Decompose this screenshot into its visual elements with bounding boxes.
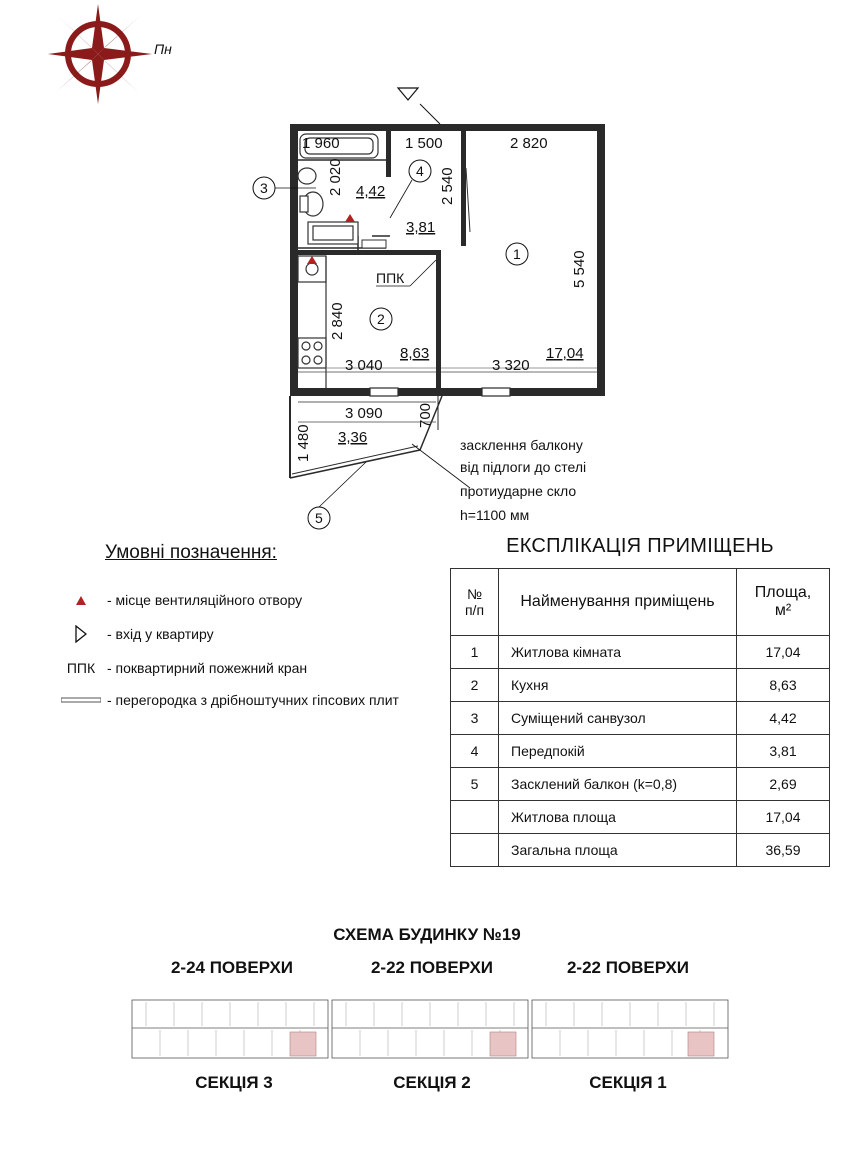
svg-text:2 840: 2 840 (329, 302, 346, 340)
kitchen-fixtures (298, 256, 326, 388)
svg-text:3 090: 3 090 (345, 405, 383, 422)
fire-tap-symbol: ППК (66, 660, 96, 676)
svg-text:протиударне скло: протиударне скло (460, 483, 577, 499)
svg-text:1 960: 1 960 (302, 135, 340, 152)
header-area: Площа, м² (737, 569, 830, 636)
area-room-5: 3,36 (338, 429, 368, 446)
legend-item-entrance: - вхід у квартиру (55, 625, 214, 643)
section-1-floors: 2-22 ПОВЕРХИ (566, 958, 690, 977)
section-2-floors: 2-22 ПОВЕРХИ (370, 958, 494, 977)
legend-item-fire-tap: ППК - поквартирний пожежний кран (55, 660, 307, 676)
explication-title: ЕКСПЛІКАЦІЯ ПРИМІЩЕНЬ (506, 535, 774, 557)
svg-text:3: 3 (260, 180, 268, 196)
fire-tap (362, 240, 436, 286)
legend-title: Умовні позначення: (105, 542, 277, 563)
schema-title: СХЕМА БУДИНКУ №19 (333, 925, 521, 944)
dimensions (295, 135, 597, 462)
table-row: 2 Кухня 8,63 (451, 669, 830, 702)
svg-text:5: 5 (315, 510, 323, 526)
section-1-label: СЕКЦІЯ 1 (589, 1073, 667, 1092)
svg-text:2 020: 2 020 (327, 158, 344, 196)
floor-plan (0, 0, 854, 560)
area-room-3: 4,42 (356, 183, 386, 200)
header-num: № п/п (451, 569, 499, 636)
vent-marker (345, 214, 355, 222)
svg-text:4: 4 (416, 163, 424, 179)
balcony-note (412, 437, 586, 523)
svg-text:1: 1 (513, 246, 521, 262)
area-room-2: 8,63 (400, 345, 430, 362)
vent-triangle-icon (55, 596, 107, 605)
svg-text:5 540: 5 540 (571, 250, 588, 288)
section-3-label: СЕКЦІЯ 3 (195, 1073, 273, 1092)
building-schema (130, 990, 730, 1062)
table-row: 3 Суміщений санвузол 4,42 (451, 702, 830, 735)
highlighted-apartments (290, 1032, 714, 1056)
svg-text:1 500: 1 500 (405, 135, 443, 152)
table-row: 4 Передпокій 3,81 (451, 735, 830, 768)
svg-text:ППК: ППК (376, 270, 405, 286)
entrance-marker (398, 88, 440, 124)
svg-text:від підлоги до стелі: від підлоги до стелі (460, 459, 587, 475)
explication-table (450, 568, 830, 867)
svg-text:3 040: 3 040 (345, 357, 383, 374)
table-row: 5 Засклений балкон (k=0,8) 2,69 (451, 768, 830, 801)
entrance-arrow-icon (55, 625, 107, 643)
total-row-overall: Загальна площа 36,59 (451, 834, 830, 867)
legend-item-partition: - перегородка з дрібноштучних гіпсових плит (55, 692, 399, 708)
svg-text:h=1100 мм: h=1100 мм (460, 507, 530, 523)
section-2-label: СЕКЦІЯ 2 (393, 1073, 471, 1092)
north-label: Пн (154, 41, 172, 57)
svg-text:2: 2 (377, 311, 385, 327)
svg-text:засклення балкону: засклення балкону (460, 437, 583, 453)
door-swing (466, 168, 470, 232)
header-name: Найменування приміщень (499, 569, 737, 636)
svg-text:700: 700 (417, 402, 434, 428)
table-header (451, 569, 830, 636)
area-room-1: 17,04 (546, 345, 584, 362)
legend-item-vent: - місце вентиляційного отвору (55, 592, 302, 608)
svg-text:3 320: 3 320 (492, 357, 530, 374)
table-row: 1 Житлова кімната 17,04 (451, 636, 830, 669)
partition-line-icon (55, 697, 107, 703)
area-room-4: 3,81 (406, 219, 436, 236)
svg-text:2 820: 2 820 (510, 135, 548, 152)
svg-text:1 480: 1 480 (295, 424, 312, 462)
svg-text:2 540: 2 540 (439, 167, 456, 205)
total-row-living: Житлова площа 17,04 (451, 801, 830, 834)
section-3-floors: 2-24 ПОВЕРХИ (170, 958, 294, 977)
